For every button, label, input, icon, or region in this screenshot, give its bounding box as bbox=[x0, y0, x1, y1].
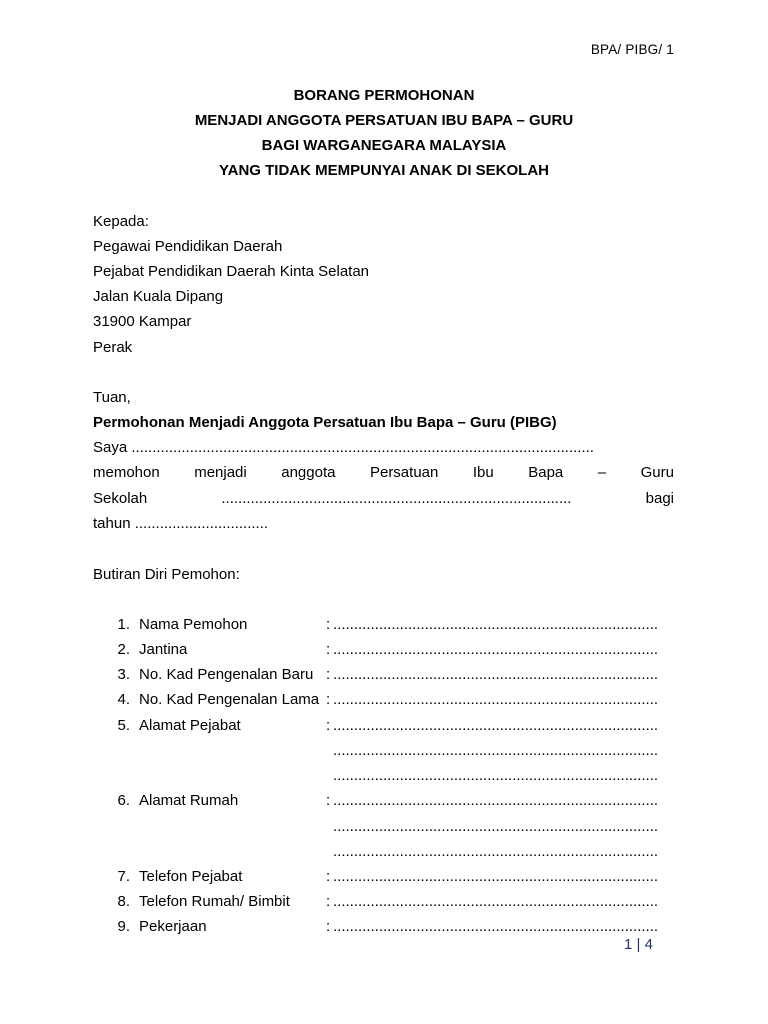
field-alamat-pejabat bbox=[93, 717, 674, 737]
word: Persatuan bbox=[369, 464, 439, 481]
title-line-1: BORANG PERMOHONAN bbox=[293, 87, 475, 104]
field-kp-baru bbox=[93, 666, 674, 686]
year-line: tahun ................................ bbox=[93, 515, 269, 532]
field-label: No. Kad Pengenalan Baru bbox=[139, 666, 314, 683]
word: Ibu bbox=[472, 464, 494, 481]
field-kp-lama bbox=[93, 691, 674, 711]
field-blank: .............................................................................. bbox=[333, 868, 659, 885]
field-number: 7. bbox=[117, 868, 130, 885]
word: bagi bbox=[645, 490, 674, 507]
letter-subject: Permohonan Menjadi Anggota Persatuan Ibu Bapa – Guru (PIBG) bbox=[93, 414, 557, 431]
application-statement bbox=[93, 464, 674, 481]
word: memohon bbox=[93, 464, 160, 481]
field-nama-pemohon bbox=[93, 616, 674, 636]
field-telefon-rumah bbox=[93, 893, 674, 913]
field-blank-continuation: .............................................................................. bbox=[333, 818, 659, 835]
word: Sekolah bbox=[93, 490, 148, 507]
address-line-1: Pegawai Pendidikan Daerah bbox=[93, 238, 283, 255]
field-pekerjaan bbox=[93, 918, 674, 938]
field-number: 5. bbox=[117, 717, 130, 734]
field-number: 3. bbox=[117, 666, 130, 683]
field-telefon-pejabat bbox=[93, 868, 674, 888]
field-blank: .............................................................................. bbox=[333, 641, 659, 658]
field-colon: : bbox=[326, 641, 331, 658]
address-line-4: 31900 Kampar bbox=[93, 313, 192, 330]
field-number: 4. bbox=[117, 691, 130, 708]
field-colon: : bbox=[326, 666, 331, 683]
field-label: Alamat Rumah bbox=[139, 792, 239, 809]
field-blank: .............................................................................. bbox=[333, 792, 659, 809]
word: Bapa bbox=[528, 464, 564, 481]
field-label: Nama Pemohon bbox=[139, 616, 248, 633]
field-number: 9. bbox=[117, 918, 130, 935]
field-label: Telefon Pejabat bbox=[139, 868, 243, 885]
address-line-3: Jalan Kuala Dipang bbox=[93, 288, 224, 305]
title-line-2: MENJADI ANGGOTA PERSATUAN IBU BAPA – GURU bbox=[194, 112, 574, 129]
salutation: Tuan, bbox=[93, 389, 131, 406]
field-blank: .............................................................................. bbox=[333, 691, 659, 708]
school-blank: .................................................................................... bbox=[221, 490, 572, 507]
word: anggota bbox=[281, 464, 336, 481]
school-line bbox=[93, 490, 674, 507]
field-label: Alamat Pejabat bbox=[139, 717, 241, 734]
field-blank: .............................................................................. bbox=[333, 616, 659, 633]
field-colon: : bbox=[326, 717, 331, 734]
field-label: Pekerjaan bbox=[139, 918, 207, 935]
title-line-4: YANG TIDAK MEMPUNYAI ANAK DI SEKOLAH bbox=[218, 162, 550, 179]
field-number: 2. bbox=[117, 641, 130, 658]
field-blank: .............................................................................. bbox=[333, 893, 659, 910]
field-colon: : bbox=[326, 918, 331, 935]
field-colon: : bbox=[326, 893, 331, 910]
applicant-name-line: Saya ............................................................................................................... bbox=[93, 439, 594, 456]
field-blank-continuation: .............................................................................. bbox=[333, 767, 659, 784]
field-colon: : bbox=[326, 691, 331, 708]
field-jantina bbox=[93, 641, 674, 661]
field-number: 1. bbox=[117, 616, 130, 633]
word: Guru bbox=[640, 464, 674, 481]
page-number: 1 | 4 bbox=[624, 936, 653, 953]
address-line-2: Pejabat Pendidikan Daerah Kinta Selatan bbox=[93, 263, 370, 280]
word: – bbox=[597, 464, 607, 481]
field-colon: : bbox=[326, 792, 331, 809]
address-line-5: Perak bbox=[93, 339, 133, 356]
field-label: No. Kad Pengenalan Lama bbox=[139, 691, 320, 708]
field-label: Jantina bbox=[139, 641, 188, 658]
field-colon: : bbox=[326, 616, 331, 633]
field-blank-continuation: .............................................................................. bbox=[333, 843, 659, 860]
field-number: 8. bbox=[117, 893, 130, 910]
address-to: Kepada: bbox=[93, 213, 149, 230]
field-alamat-rumah bbox=[93, 792, 674, 812]
title-line-3: BAGI WARGANEGARA MALAYSIA bbox=[261, 137, 507, 154]
section-heading: Butiran Diri Pemohon: bbox=[93, 566, 240, 583]
field-number: 6. bbox=[117, 792, 130, 809]
field-blank-continuation: .............................................................................. bbox=[333, 742, 659, 759]
field-blank: .............................................................................. bbox=[333, 918, 659, 935]
word: menjadi bbox=[194, 464, 247, 481]
document-reference: BPA/ PIBG/ 1 bbox=[590, 42, 674, 57]
field-colon: : bbox=[326, 868, 331, 885]
field-label: Telefon Rumah/ Bimbit bbox=[139, 893, 290, 910]
field-blank: .............................................................................. bbox=[333, 666, 659, 683]
field-blank: .............................................................................. bbox=[333, 717, 659, 734]
